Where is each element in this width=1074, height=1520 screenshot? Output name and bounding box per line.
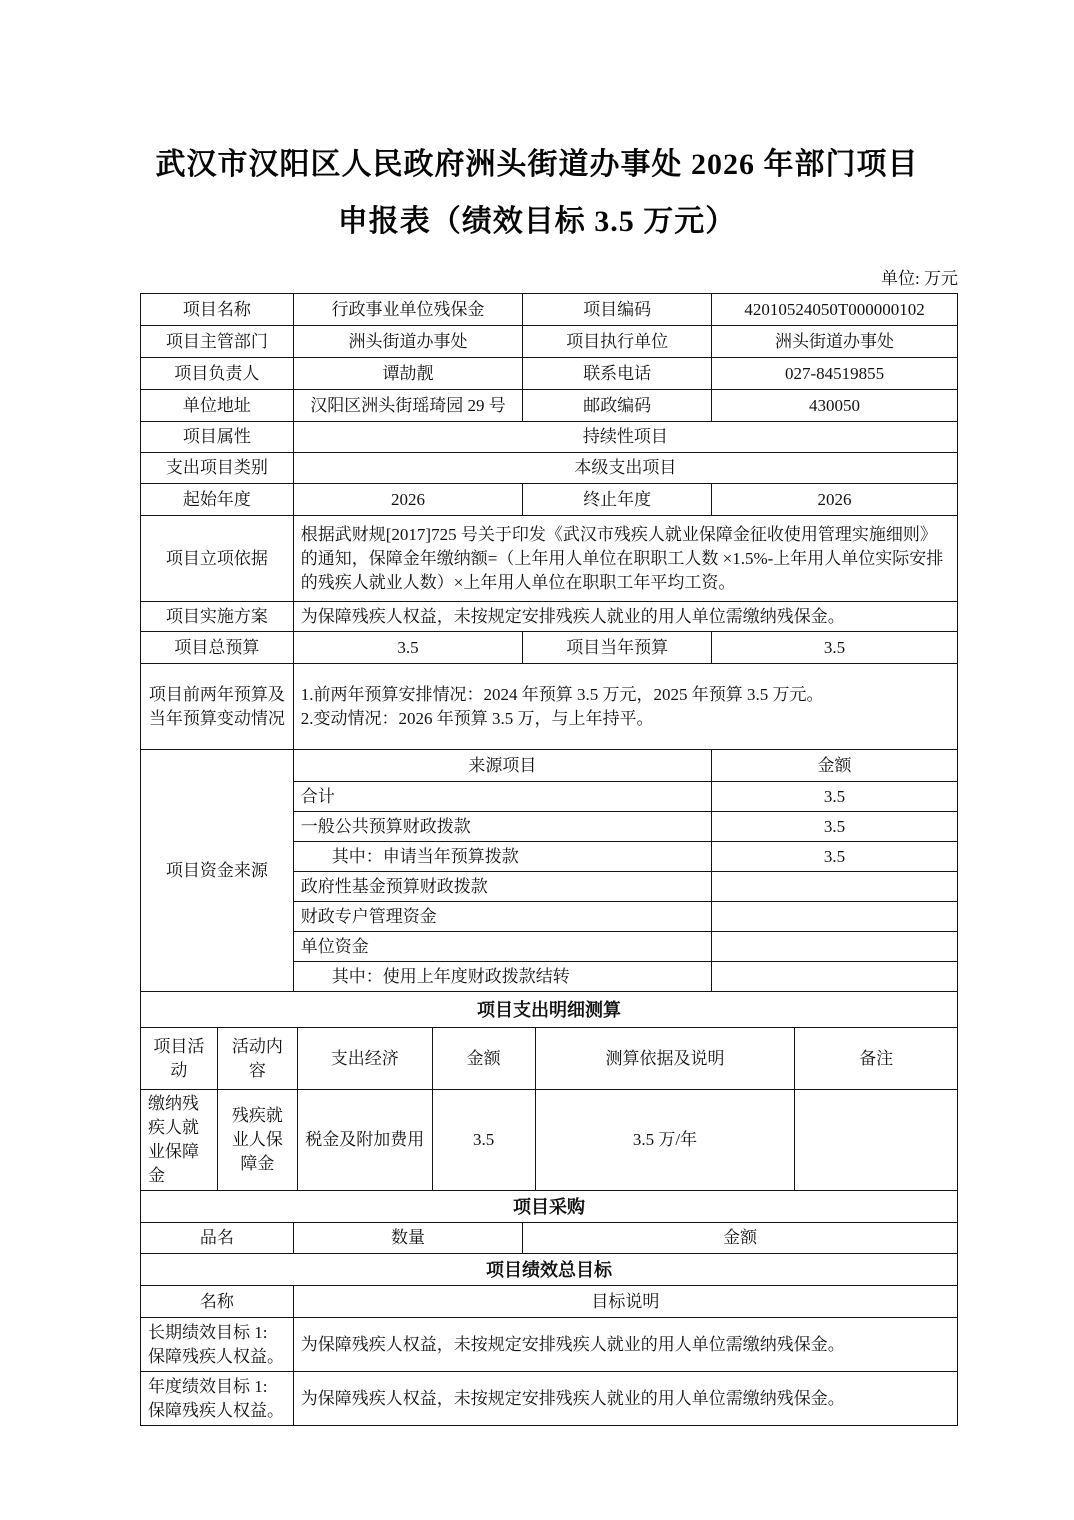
basis-cell: 3.5 万/年 — [535, 1090, 795, 1191]
row-leader — [141, 358, 958, 390]
prev-budget-line1: 1.前两年预算安排情况：2024 年预算 3.5 万元，2025 年预算 3.5 万元。 — [300, 684, 824, 704]
content-cell: 残疾就业人保障金 — [217, 1090, 297, 1191]
remark-cell — [795, 1090, 958, 1191]
funding-amount-header: 金额 — [712, 750, 958, 782]
start-year-value: 2026 — [293, 484, 523, 516]
procurement-header-row — [141, 1223, 958, 1254]
funding-label: 项目资金来源 — [141, 750, 294, 992]
long-term-goal-name — [141, 1318, 294, 1372]
row-basis — [141, 516, 958, 602]
funding-source: 一般公共预算财政拨款 — [293, 812, 711, 842]
performance-section-title: 项目绩效总目标 — [141, 1254, 958, 1286]
attribute-value: 持续性项目 — [293, 422, 957, 453]
long-term-goal-row — [141, 1318, 958, 1372]
project-name-value: 行政事业单位残保金 — [293, 294, 523, 326]
total-budget-value: 3.5 — [293, 632, 523, 664]
annual-goal-name — [141, 1372, 294, 1426]
page-title-line2: 申报表（绩效目标 3.5 万元） — [337, 205, 737, 238]
activity-header: 项目活动 — [141, 1028, 218, 1090]
basis-value: 根据武财规[2017]725 号关于印发《武汉市残疾人就业保障金征收使用管理实施细则》的通知，保障金年缴纳额=（上年用人单位在职职工人数 ×1.5%-上年用人单位实际安排的残疾人就业人数）×上年用人单位在职职工年平均工资。 — [293, 516, 957, 602]
expense-category-value: 本级支出项目 — [293, 453, 957, 484]
funding-source: 政府性基金预算财政拨款 — [293, 872, 711, 902]
item-name-header: 品名 — [141, 1223, 294, 1254]
annual-goal-row — [141, 1372, 958, 1426]
amount-header: 金额 — [432, 1028, 535, 1090]
project-declaration-form — [140, 293, 958, 1426]
funding-amount: 3.5 — [712, 812, 958, 842]
postcode-value: 430050 — [712, 390, 958, 422]
economy-header: 支出经济 — [297, 1028, 432, 1090]
row-years — [141, 484, 958, 516]
start-year-label: 起始年度 — [141, 484, 294, 516]
row-budget — [141, 632, 958, 664]
economy-cell: 税金及附加费用 — [297, 1090, 432, 1191]
funding-source: 财政专户管理资金 — [293, 902, 711, 932]
funding-amount — [712, 962, 958, 992]
project-code-label: 项目编码 — [523, 294, 712, 326]
funding-amount: 3.5 — [712, 782, 958, 812]
expense-detail-data-row — [141, 1090, 958, 1191]
phone-value: 027-84519855 — [712, 358, 958, 390]
attribute-label: 项目属性 — [141, 422, 294, 453]
unit-note: 单位: 万元 — [881, 269, 958, 288]
performance-section-row — [141, 1254, 958, 1286]
year-budget-value: 3.5 — [712, 632, 958, 664]
prev-budget-value — [293, 664, 957, 750]
project-code-value: 42010524050T000000102 — [712, 294, 958, 326]
long-term-goal-desc: 为保障残疾人权益，未按规定安排残疾人就业的用人单位需缴纳残保金。 — [293, 1318, 957, 1372]
basis-label: 项目立项依据 — [141, 516, 294, 602]
prev-budget-line2: 2.变动情况：2026 年预算 3.5 万，与上年持平。 — [300, 708, 654, 728]
row-address — [141, 390, 958, 422]
funding-amount — [712, 902, 958, 932]
performance-table — [140, 1253, 958, 1426]
procurement-amount-header: 金额 — [523, 1223, 958, 1254]
prev-budget-label: 项目前两年预算及当年预算变动情况 — [141, 664, 294, 750]
goal-name-line1: 年度绩效目标 1: — [148, 1376, 268, 1396]
total-budget-label: 项目总预算 — [141, 632, 294, 664]
row-plan — [141, 602, 958, 632]
exec-unit-label: 项目执行单位 — [523, 326, 712, 358]
procurement-section-title: 项目采购 — [141, 1191, 958, 1223]
goal-name-line1: 长期绩效目标 1: — [148, 1322, 268, 1342]
funding-amount — [712, 872, 958, 902]
annual-goal-desc: 为保障残疾人权益，未按规定安排残疾人就业的用人单位需缴纳残保金。 — [293, 1372, 957, 1426]
expense-detail-table — [140, 991, 958, 1191]
end-year-value: 2026 — [712, 484, 958, 516]
goal-name-line2: 保障残疾人权益。 — [148, 1400, 284, 1420]
basis-header: 测算依据及说明 — [535, 1028, 795, 1090]
dept-value: 洲头街道办事处 — [293, 326, 523, 358]
quantity-header: 数量 — [293, 1223, 523, 1254]
funding-amount: 3.5 — [712, 842, 958, 872]
end-year-label: 终止年度 — [523, 484, 712, 516]
funding-source: 合计 — [293, 782, 711, 812]
activity-cell: 缴纳残疾人就业保障金 — [141, 1090, 218, 1191]
funding-source: 其中：申请当年预算拨款 — [293, 842, 711, 872]
phone-label: 联系电话 — [523, 358, 712, 390]
funding-source: 其中：使用上年度财政拨款结转 — [293, 962, 711, 992]
plan-label: 项目实施方案 — [141, 602, 294, 632]
expense-detail-section-row — [141, 992, 958, 1028]
address-label: 单位地址 — [141, 390, 294, 422]
dept-label: 项目主管部门 — [141, 326, 294, 358]
procurement-table — [140, 1190, 958, 1254]
exec-unit-value: 洲头街道办事处 — [712, 326, 958, 358]
expense-detail-header-row — [141, 1028, 958, 1090]
goal-desc-header: 目标说明 — [293, 1286, 957, 1318]
row-expense-category — [141, 453, 958, 484]
row-department — [141, 326, 958, 358]
leader-value: 谭劼靓 — [293, 358, 523, 390]
goal-name-header: 名称 — [141, 1286, 294, 1318]
basic-info-table — [140, 293, 958, 750]
plan-value: 为保障残疾人权益，未按规定安排残疾人就业的用人单位需缴纳残保金。 — [293, 602, 957, 632]
amount-cell: 3.5 — [432, 1090, 535, 1191]
postcode-label: 邮政编码 — [523, 390, 712, 422]
content-header: 活动内容 — [217, 1028, 297, 1090]
performance-header-row — [141, 1286, 958, 1318]
funding-source: 单位资金 — [293, 932, 711, 962]
year-budget-label: 项目当年预算 — [523, 632, 712, 664]
funding-table — [140, 749, 958, 992]
funding-source-header: 来源项目 — [293, 750, 711, 782]
funding-header-row — [141, 750, 958, 782]
page-title — [0, 0, 1074, 250]
leader-label: 项目负责人 — [141, 358, 294, 390]
row-attribute — [141, 422, 958, 453]
expense-detail-section-title: 项目支出明细测算 — [141, 992, 958, 1028]
procurement-section-row — [141, 1191, 958, 1223]
funding-amount — [712, 932, 958, 962]
remark-header: 备注 — [795, 1028, 958, 1090]
address-value: 汉阳区洲头街瑶琦园 29 号 — [293, 390, 523, 422]
expense-category-label: 支出项目类别 — [141, 453, 294, 484]
project-name-label: 项目名称 — [141, 294, 294, 326]
goal-name-line2: 保障残疾人权益。 — [148, 1346, 284, 1366]
page-title-line1: 武汉市汉阳区人民政府洲头街道办事处 2026 年部门项目 — [155, 148, 919, 181]
row-project-name — [141, 294, 958, 326]
row-prev-budget — [141, 664, 958, 750]
